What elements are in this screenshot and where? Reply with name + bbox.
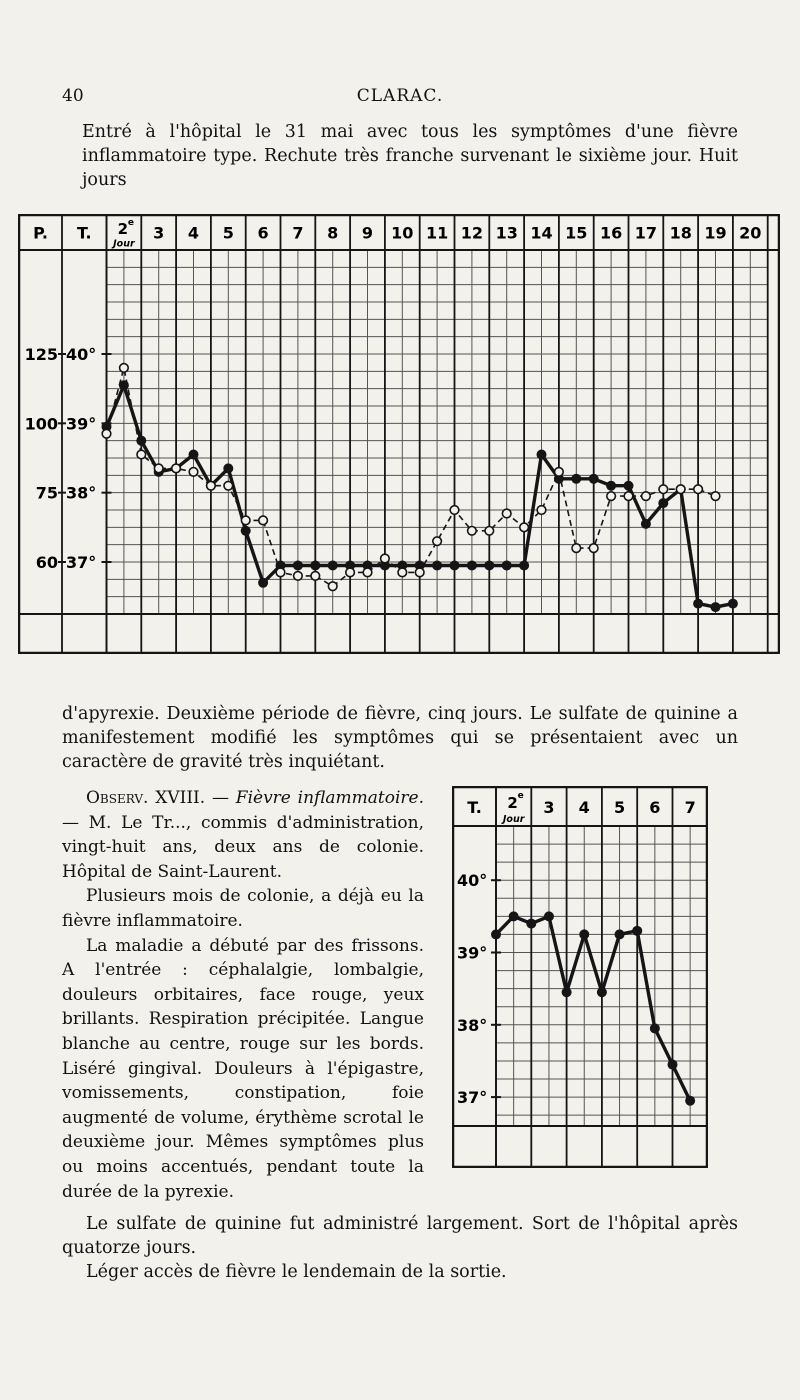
temperature-point [624,481,634,491]
temperature-line [496,916,690,1100]
day-label: 6 [257,223,269,243]
temperature-point [223,463,233,473]
temperature-point [241,526,251,536]
temperature-point [310,560,320,570]
temperature-point [589,474,599,484]
pulse-tick-label: 125 [24,345,58,364]
temperature-point [258,578,268,588]
day-label: 17 [634,223,658,243]
intro-paragraph: Entré à l'hôpital le 31 mai avec tous les symptômes d'une fièvre inflammatoire type. Rechute très franche survenant le sixième jour. Huit jours [82,122,738,190]
running-title: CLARAC. [356,86,444,106]
day-label: 2 [507,794,518,812]
pulse-tick-label: 100 [24,414,58,434]
temperature-point [484,560,494,570]
temperature-point [668,1060,678,1070]
temperature-point [597,987,607,997]
pulse-point [468,527,477,536]
day-label: 3 [543,798,555,818]
temperature-point [650,1023,660,1033]
pulse-point [172,464,181,473]
pulse-point [624,492,633,501]
pulse-point [502,509,511,518]
temperature-tick-label: 39° [66,414,97,434]
pulse-point [311,572,320,581]
observation-dash: — [205,788,236,808]
pulse-point [589,544,598,553]
temperature-point [189,450,199,460]
day-label: 19 [704,223,727,243]
pulse-point [137,450,146,459]
day-label-superscript: e [517,791,524,801]
day-label: 11 [425,223,449,243]
day-label-subscript: Jour [113,238,135,250]
pulse-point [346,568,355,577]
chart-frame [19,215,779,653]
pulse-point [694,485,703,494]
pulse-point [659,485,668,494]
pulse-point [415,568,424,577]
day-label: 7 [292,223,304,243]
pulse-point [572,544,581,553]
relapse-paragraph: Léger accès de fièvre le lendemain de la sortie. [86,1262,507,1282]
column-header: T. [76,223,92,243]
day-label: 10 [391,223,414,243]
temperature-point [432,560,442,570]
pulse-point [450,506,459,515]
pulse-tick-label: 75 [35,483,58,503]
temperature-point [502,560,512,570]
pulse-point [676,485,685,494]
temperature-point [641,519,651,529]
temperature-point [467,560,477,570]
temperature-point [685,1096,695,1106]
temperature-chart-small [452,786,708,1168]
day-label: 9 [361,223,374,243]
temperature-tick-label: 38° [457,1015,488,1035]
temperature-point [450,560,460,570]
pulse-point [433,537,442,546]
temperature-tick-label: 38° [66,483,97,503]
page-number: 40 [62,86,84,106]
temperature-point [606,481,616,491]
pulse-point [259,516,268,525]
pulse-point [607,492,616,501]
temperature-tick-label: 39° [457,943,488,963]
day-label: 12 [460,223,484,243]
pulse-line [107,368,716,586]
temperature-point [693,599,703,609]
day-label: 3 [153,223,165,243]
day-label: 7 [684,798,696,818]
pulse-point [398,568,407,577]
temperature-point [711,602,721,612]
pulse-point [363,568,372,577]
day-label: 14 [530,223,553,243]
temperature-point [537,450,547,460]
pulse-point [154,464,163,473]
temperature-point [615,929,625,939]
temperature-point [519,560,529,570]
day-label: 2 [117,219,129,238]
day-label: 8 [327,223,339,243]
temperature-point [491,929,501,939]
pulse-point [520,523,529,532]
pulse-point [381,554,390,563]
pulse-point [485,527,494,536]
pulse-point [555,468,564,477]
day-label-subscript: Jour [502,814,525,825]
observation-symptoms: La maladie a débuté par des frissons. A l'entrée : céphalalgie, lombalgie, douleurs orbitaires, face rouge, yeux brillants. Respiration précipitée. Langue blanche au centre, rouge sur les bords. Liséré gingival. Douleurs à l'épigastre, vomissements, constipation, foie augmenté de volume, érythème scrotal le deuxième jour. Mêmes symptômes plus ou moins accentués, pendant toute la durée de la pyrexie. [62,935,424,1202]
temperature-point [526,919,536,929]
pulse-point [328,582,337,591]
temperature-point [328,560,338,570]
temperature-chart-main [18,214,780,654]
observation-intro [62,786,424,884]
pulse-point [120,364,129,373]
day-label: 15 [565,223,588,243]
temperature-point [293,560,303,570]
temperature-tick-label: 37° [66,553,97,572]
observation-column [62,786,424,1204]
column-header: T. [467,798,482,818]
observation-history: Plusieurs mois de colonie, a déjà eu la fièvre inflammatoire. [62,886,424,931]
pulse-tick-label: 60 [35,553,58,572]
temperature-point [632,926,642,936]
day-label: 5 [222,223,234,243]
temperature-tick-label: 40° [66,345,97,364]
pulse-point [276,568,285,577]
pulse-point [711,492,720,501]
day-label: 18 [669,223,692,243]
temperature-tick-label: 40° [457,871,488,891]
day-label: 16 [599,223,623,243]
column-header: P. [33,223,48,243]
pulse-point [642,492,651,501]
continuation-paragraph: d'apyrexie. Deuxième période de fièvre, cinq jours. Le sulfate de quinine a manifestement modifié les symptômes qui se présentaient avec un caractère de gravité très inquiétant. [62,704,738,772]
pulse-point [294,572,303,581]
temperature-point [509,911,519,921]
day-label: 6 [649,798,661,818]
pulse-point [241,516,250,525]
temperature-point [562,987,572,997]
temperature-point [728,599,738,609]
observation-patient: — M. Le Tr..., commis d'administration, vingt-huit ans, deux ans de colonie. Hôpital de Saint-Laurent. [62,812,424,882]
day-label-superscript: e [127,217,134,228]
pulse-point [207,481,216,490]
temperature-tick-label: 37° [457,1088,488,1108]
pulse-point [189,468,198,477]
pulse-point [224,481,233,490]
pulse-point [102,429,111,438]
temperature-point [579,929,589,939]
running-header [62,86,738,110]
temperature-point [658,498,668,508]
day-label: 4 [578,798,590,818]
observation-label: Observ. XVIII. [86,788,206,808]
temperature-point [571,474,581,484]
observation-title: Fièvre inflammatoire. [235,788,425,808]
temperature-point [544,911,554,921]
day-label: 5 [613,798,626,818]
day-label: 4 [187,223,200,243]
treatment-paragraph: Le sulfate de quinine fut administré largement. Sort de l'hôpital après quatorze jours. [62,1214,738,1258]
pulse-point [537,506,546,515]
day-label: 20 [739,223,762,243]
day-label: 13 [495,223,518,243]
